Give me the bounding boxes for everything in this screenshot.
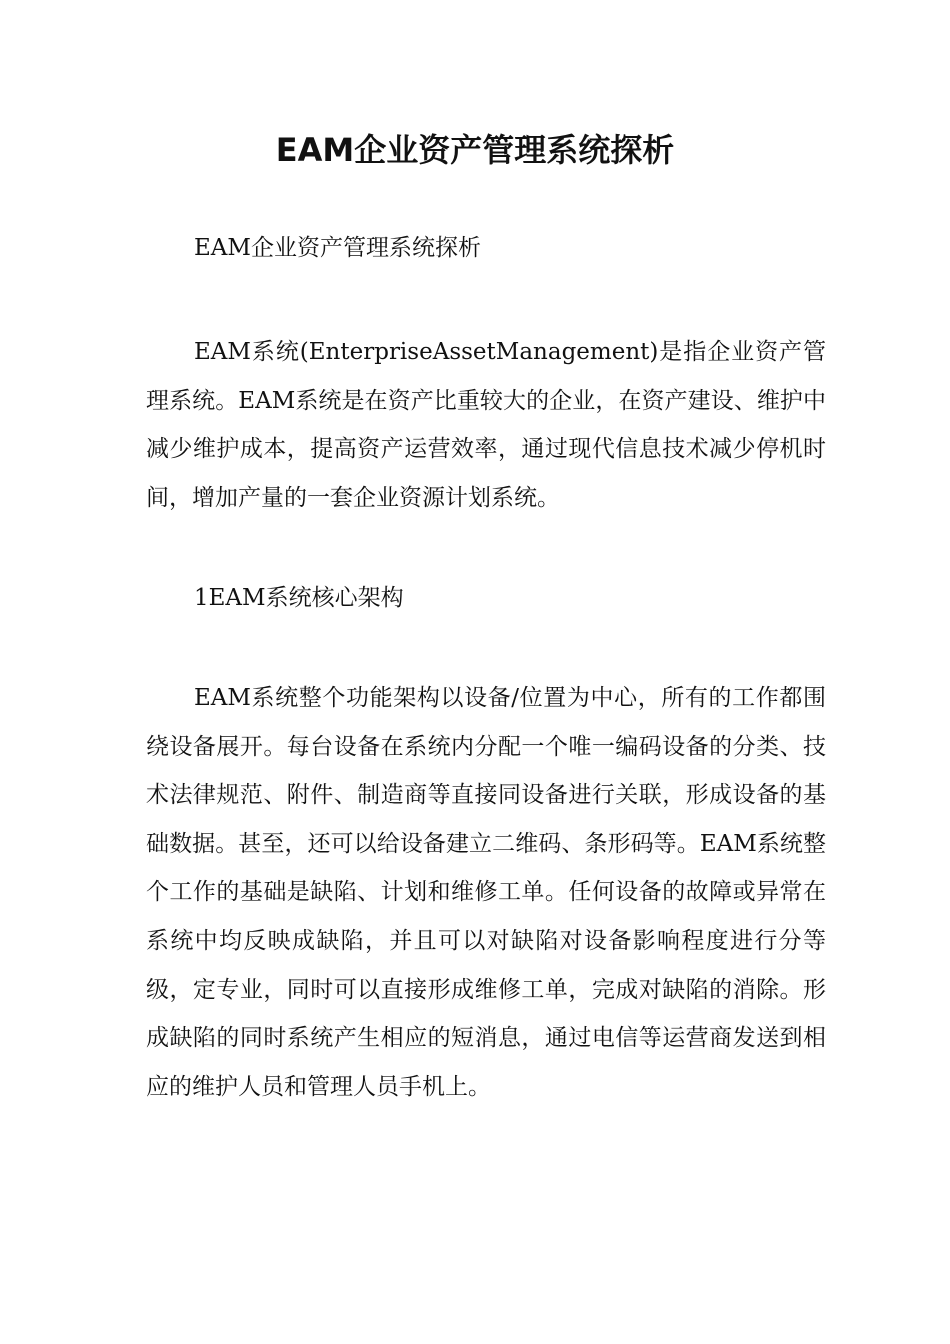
- section-paragraph: EAM系统整个功能架构以设备/位置为中心，所有的工作都围绕设备展开。每台设备在系统内分配一个唯一编码设备的分类、技术法律规范、附件、制造商等直接同设备进行关联，形成设备的基础数据。甚至，还可以给设备建立二维码、条形码等。EAM系统整个工作的基础是缺陷、计划和维修工单。任何设备的故障或异常在系统中均反映成缺陷，并且可以对缺陷对设备影响程度进行分等级，定专业，同时可以直接形成维修工单，完成对缺陷的消除。形成缺陷的同时系统产生相应的短消息，通过电信等运营商发送到相应的维护人员和管理人员手机上。: [146, 685, 826, 1100]
- section-heading: 1EAM系统核心架构: [194, 585, 404, 611]
- document-subtitle: EAM企业资产管理系统探析: [194, 235, 481, 261]
- intro-paragraph: EAM系统(EnterpriseAssetManagement)是指企业资产管理系统。EAM系统是在资产比重较大的企业，在资产建设、维护中减少维护成本，提高资产运营效率，通过现代信息技术减少停机时间，增加产量的一套企业资源计划系统。: [146, 339, 826, 511]
- document-title: EAM企业资产管理系统探析: [275, 131, 675, 169]
